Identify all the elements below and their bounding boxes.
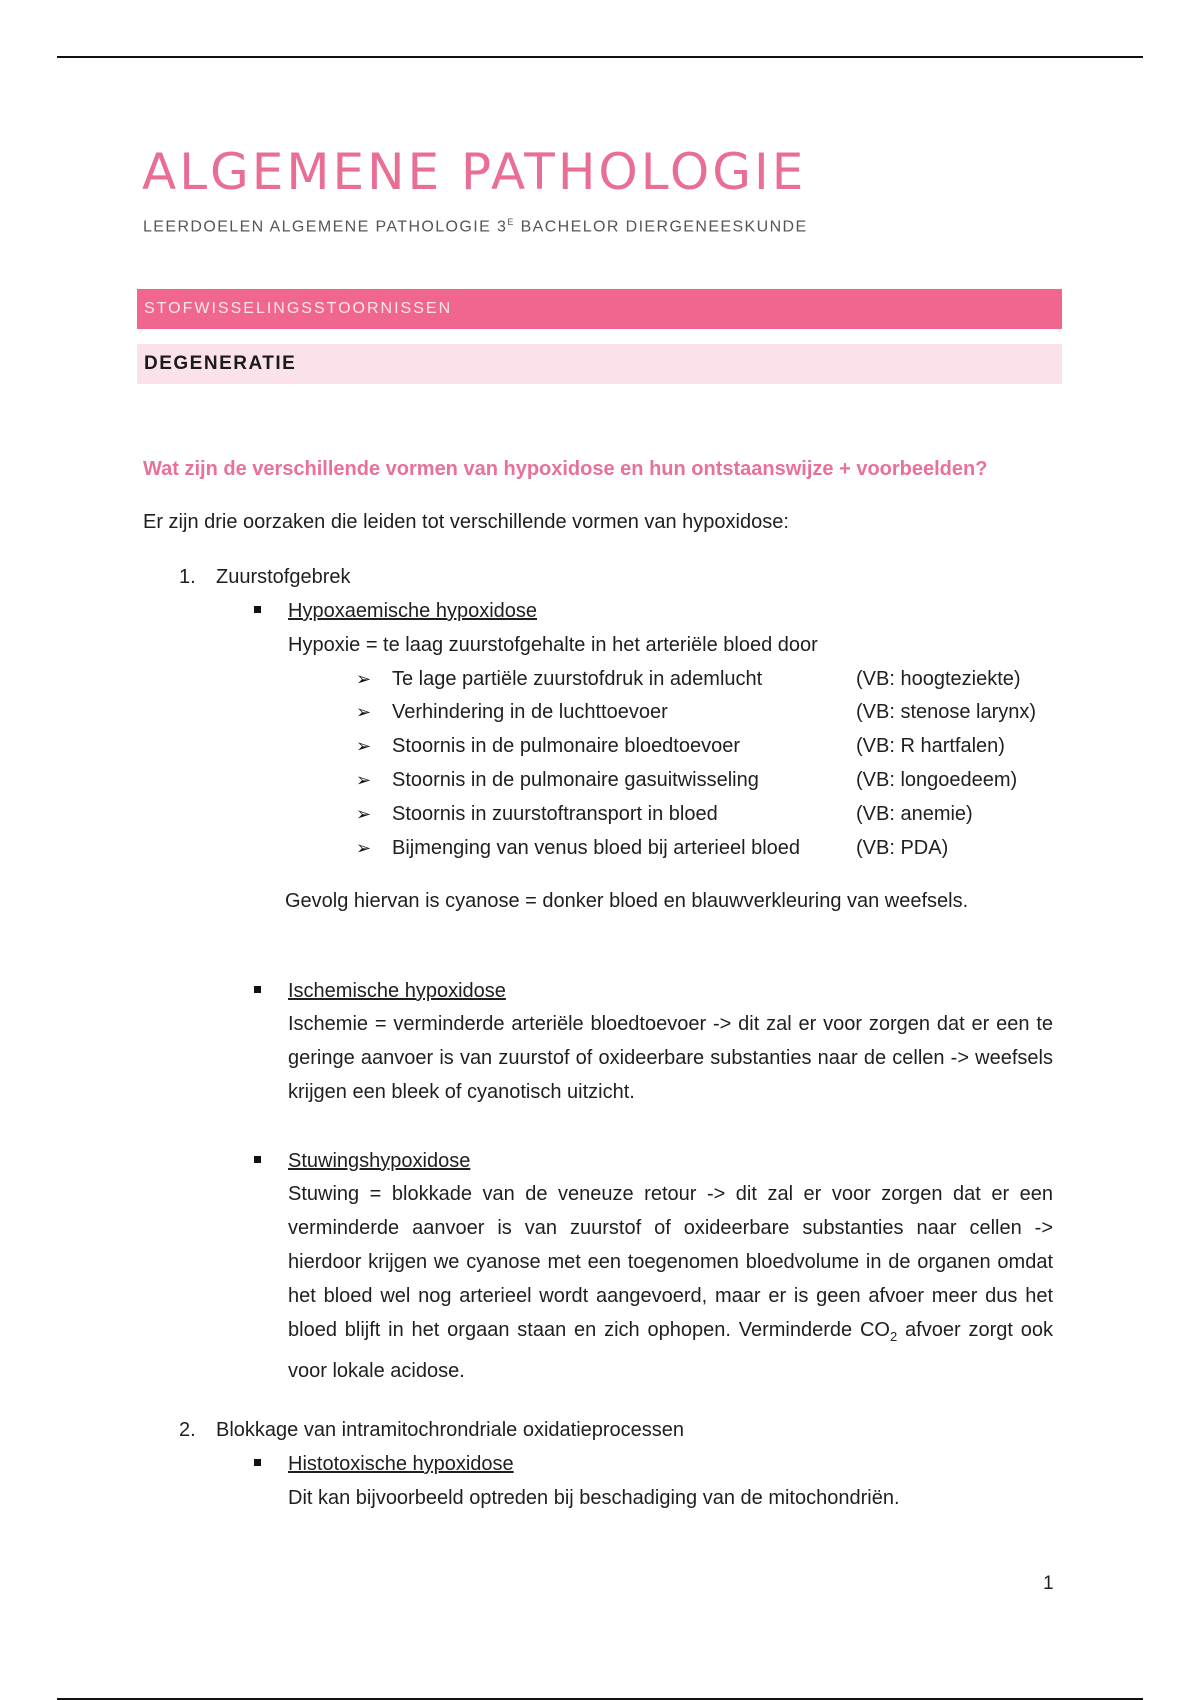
cause-example: (VB: stenose larynx) bbox=[856, 701, 1037, 723]
histo-title: Histotoxische hypoxidose bbox=[288, 1453, 514, 1475]
arrow-bullet-icon: ➢ bbox=[356, 736, 372, 756]
stuw-text bbox=[288, 1177, 1053, 1388]
bullet-icon bbox=[254, 606, 261, 613]
arrow-bullet-icon: ➢ bbox=[356, 702, 372, 722]
isch-text: Ischemie = verminderde arteriële bloedtoevoer -> dit zal er voor zorgen dat er een te geringe aanvoer is van zuurstof of oxideerbare substanties naar de cellen -> weefsels krijgen een bleek of cyanotisch uitzicht. bbox=[288, 1013, 1053, 1103]
stuw-subscript: 2 bbox=[889, 1329, 898, 1344]
section-2-title: Blokkage van intramitochrondriale oxidatieprocessen bbox=[216, 1419, 685, 1441]
section-heading-2: DEGENERATIE bbox=[137, 344, 1062, 384]
document-title: ALGEMENE PATHOLOGIE bbox=[142, 143, 807, 201]
histo-text: Dit kan bijvoorbeeld optreden bij beschadiging van de mitochondriën. bbox=[288, 1487, 900, 1509]
stuw-text-b: afvoer zorgt ook voor lokale acidose. bbox=[288, 1319, 1053, 1382]
cause-text: Stoornis in zuurstoftransport in bloed bbox=[392, 803, 718, 825]
cause-example: (VB: anemie) bbox=[856, 803, 973, 825]
section-heading-1: STOFWISSELINGSSTOORNISSEN bbox=[137, 289, 1062, 329]
cause-example: (VB: hoogteziekte) bbox=[856, 668, 1021, 690]
hypox-lead: Hypoxie = te laag zuurstofgehalte in het arteriële bloed door bbox=[288, 634, 818, 656]
cause-text: Bijmenging van venus bloed bij arterieel bloed bbox=[392, 837, 801, 859]
cause-text: Verhindering in de luchttoevoer bbox=[392, 701, 668, 723]
bullet-icon bbox=[254, 986, 261, 993]
hypox-title: Hypoxaemische hypoxidose bbox=[288, 600, 538, 622]
list-number-2: 2. bbox=[179, 1419, 196, 1441]
question-heading: Wat zijn de verschillende vormen van hypoxidose en hun ontstaanswijze + voorbeelden? bbox=[143, 458, 988, 480]
cause-text: Stoornis in de pulmonaire gasuitwisseling bbox=[392, 769, 759, 791]
page-number: 1 bbox=[1043, 1573, 1054, 1594]
stuw-text-a: Stuwing = blokkade van de veneuze retour -> dit zal er voor zorgen dat er een verminderde aanvoer is van zuurstof of oxideerbare substanties naar cellen -> hierdoor krijgen we cyanose met een toegenomen bloedvolume in de organen omdat het bloed wel nog arterieel wordt aangevoerd, maar er is geen afvoer meer dus het bloed blijft in het orgaan staan en zich ophopen. Verminderde CO bbox=[288, 1183, 1053, 1341]
cause-example: (VB: longoedeem) bbox=[856, 769, 1018, 791]
top-rule bbox=[57, 56, 1143, 58]
section-1-title: Zuurstofgebrek bbox=[216, 566, 351, 588]
stuw-title: Stuwingshypoxidose bbox=[288, 1150, 471, 1172]
cause-example: (VB: R hartfalen) bbox=[856, 735, 1005, 757]
cause-text: Stoornis in de pulmonaire bloedtoevoer bbox=[392, 735, 740, 757]
intro-text: Er zijn drie oorzaken die leiden tot verschillende vormen van hypoxidose: bbox=[143, 511, 789, 533]
document-subtitle bbox=[143, 217, 808, 236]
subtitle-tail: BACHELOR DIERGENEESKUNDE bbox=[514, 218, 808, 236]
cause-example: (VB: PDA) bbox=[856, 837, 949, 859]
bullet-icon bbox=[254, 1156, 261, 1163]
hypox-consequence: Gevolg hiervan is cyanose = donker bloed en blauwverkleuring van weefsels. bbox=[285, 890, 969, 912]
arrow-bullet-icon: ➢ bbox=[356, 669, 372, 689]
cause-text: Te lage partiële zuurstofdruk in ademlucht bbox=[392, 668, 763, 690]
bullet-icon bbox=[254, 1459, 261, 1466]
subtitle-superscript: E bbox=[507, 217, 515, 227]
isch-title: Ischemische hypoxidose bbox=[288, 980, 506, 1002]
subtitle-main: LEERDOELEN ALGEMENE PATHOLOGIE 3 bbox=[143, 218, 508, 236]
arrow-bullet-icon: ➢ bbox=[356, 804, 372, 824]
arrow-bullet-icon: ➢ bbox=[356, 838, 372, 858]
list-number-1: 1. bbox=[179, 566, 196, 588]
arrow-bullet-icon: ➢ bbox=[356, 770, 372, 790]
